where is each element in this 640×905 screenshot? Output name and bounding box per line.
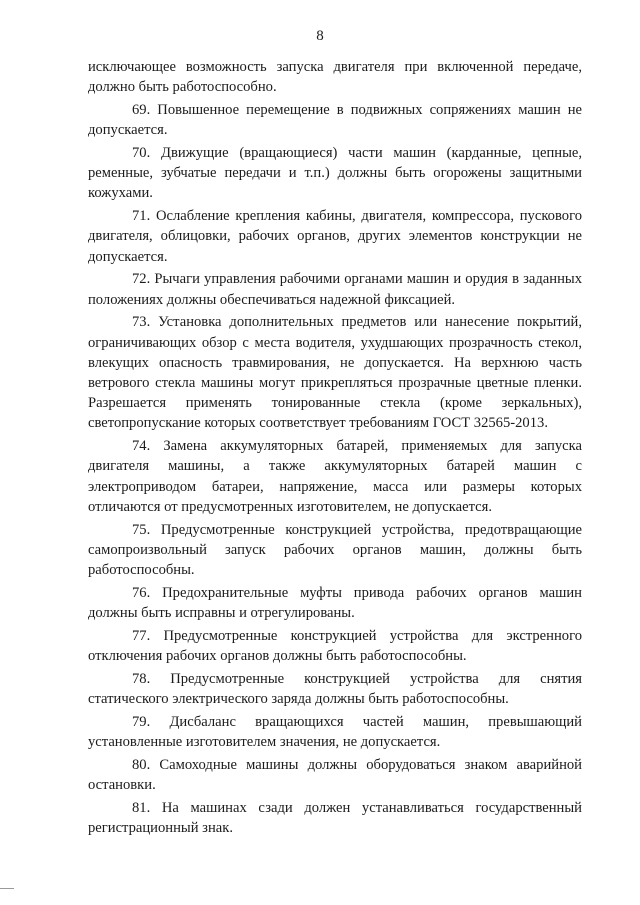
paragraph-75: 75. Предусмотренные конструкцией устройства, предотвращающие самопроизвольный запуск рабочих органов машин, должны быть работоспособны. [88, 521, 582, 579]
paragraph-80: 80. Самоходные машины должны оборудоваться знаком аварийной остановки. [88, 756, 582, 794]
paragraph-79: 79. Дисбаланс вращающихся частей машин, превышающий установленные изготовителем значения, не допускается. [88, 713, 582, 751]
paragraph-70: 70. Движущие (вращающиеся) части машин (карданные, цепные, ременные, зубчатые передачи и т.п.) должны быть огорожены защитными кожухами. [88, 145, 582, 202]
paragraph-72: 72. Рычаги управления рабочими органами машин и орудия в заданных положениях должны обеспечиваться надежной фиксацией. [88, 271, 582, 308]
paragraph-71: 71. Ослабление крепления кабины, двигателя, компрессора, пускового двигателя, облицовки, рабочих органов, других элементов конструкции не допускается. [88, 208, 582, 265]
paragraph-73: 73. Установка дополнительных предметов или нанесение покрытий, ограничивающих обзор с места водителя, ухудшающих прозрачность стекол, влекущих опасность травмирования, не допускается. На верхнюю часть ветрового стекла машины могут прикрепляться прозрачные цветные пленки. Разрешается применять тонированные стекла (кроме зеркальных), светопропускание которых соответствует требованиям ГОСТ 32565-2013. [88, 314, 582, 432]
paragraph-81: 81. На машинах сзади должен устанавливаться государственный регистрационный знак. [88, 799, 582, 837]
paragraph-74: 74. Замена аккумуляторных батарей, применяемых для запуска двигателя машины, а также аккумуляторных батарей машин с электроприводом батареи, напряжение, масса или размеры которых отличаются от предусмотренных изготовителем, не допускается. [88, 438, 582, 515]
paragraph-76: 76. Предохранительные муфты привода рабочих органов машин должны быть исправны и отрегулированы. [88, 584, 582, 622]
scan-edge-mark [0, 888, 14, 889]
paragraph-69: 69. Повышенное перемещение в подвижных сопряжениях машин не допускается. [88, 102, 582, 139]
paragraph-78: 78. Предусмотренные конструкцией устройства для снятия статического электрического заряда должны быть работоспособны. [88, 670, 582, 708]
document-body [88, 57, 582, 838]
page-number: 8 [316, 28, 324, 44]
paragraph-77: 77. Предусмотренные конструкцией устройства для экстренного отключения рабочих органов должны быть работоспособны. [88, 627, 582, 665]
paragraph-continuation: исключающее возможность запуска двигателя при включенной передаче, должно быть работоспособно. [88, 59, 582, 96]
